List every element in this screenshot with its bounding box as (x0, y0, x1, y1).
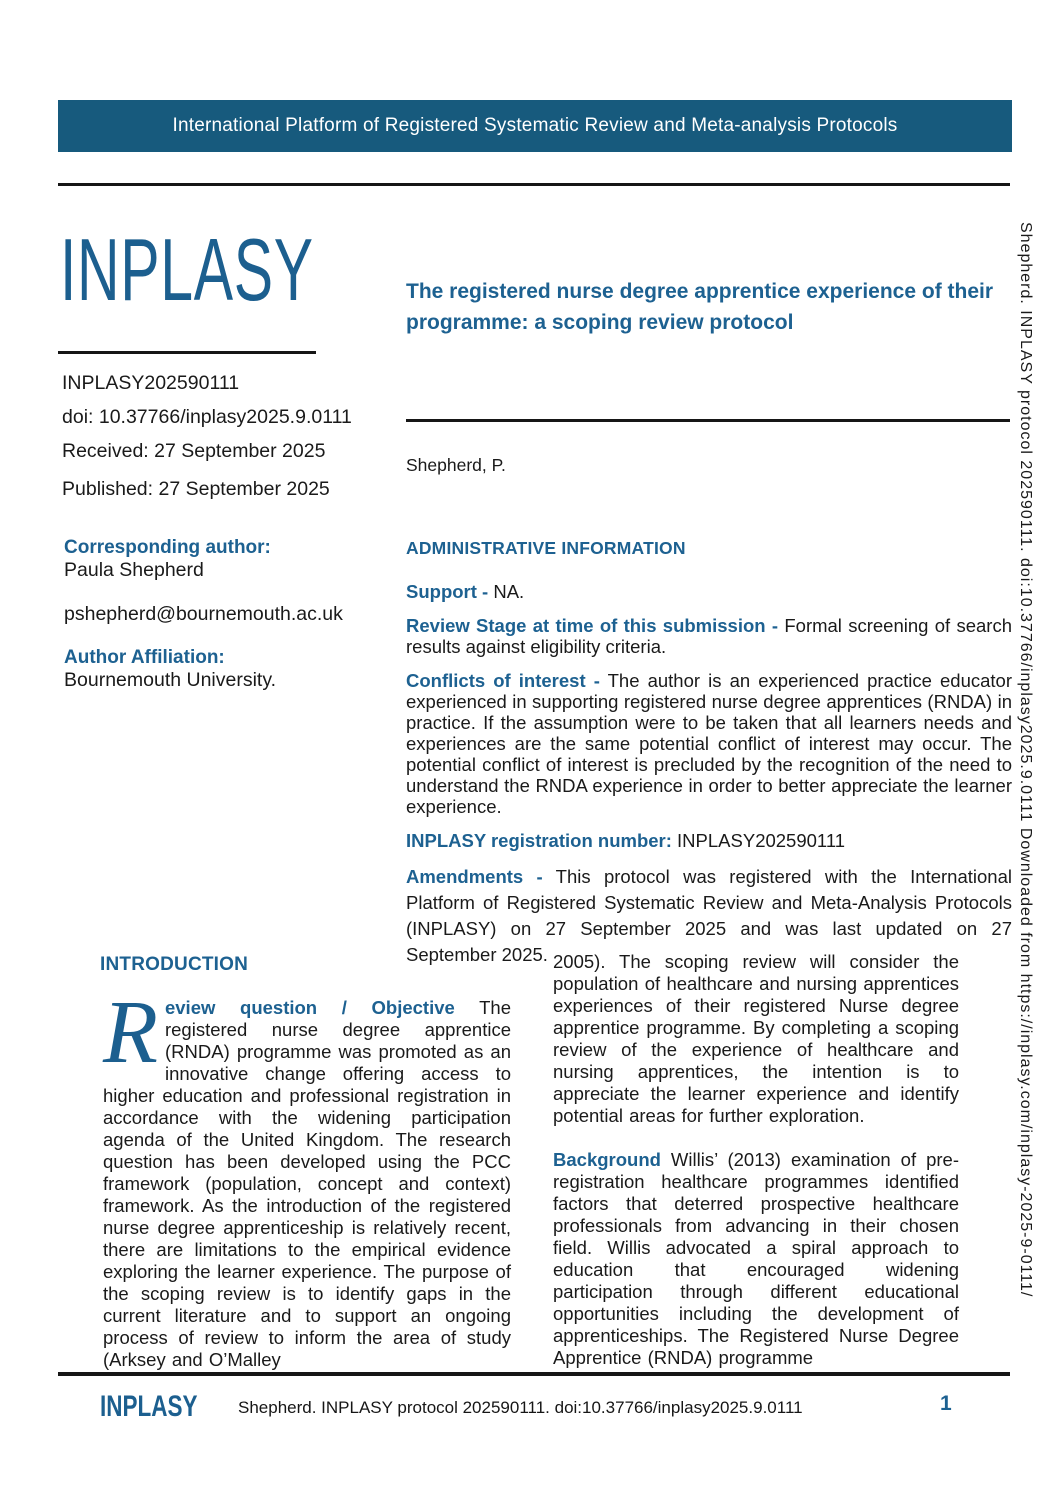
admin-item-support (406, 581, 1012, 602)
admin-item-review-stage (406, 615, 1012, 657)
admin-item-registration-number (406, 830, 1012, 851)
admin-heading: ADMINISTRATIVE INFORMATION (406, 538, 686, 558)
admin-item-conflicts-text: The author is an experienced practice educator experienced in supporting registered nurse degree apprentices (RNDA) in practice. If the assumption were to be taken that all learners needs and experiences are the same potential conflict of interest may occur. The potential conflict of interest is precluded by the recognition of the need to understand the RNDA experience in order to better appreciate the learner experience. (406, 670, 1012, 817)
objective-label: eview question / Objective (164, 997, 455, 1018)
footer-divider-rule (58, 1372, 1010, 1376)
affiliation-name: Bournemouth University. (64, 669, 277, 691)
objective-text-left: The registered nurse degree apprentice (RNDA) programme was promoted as an innovative change offering access to higher education and professional registration in accordance with the widening participation agenda of the United Kingdom. The research question has been developed using the PCC framework (population, concept and context) framework. As the introduction of the registered nurse degree apprenticeship is relatively recent, there are limitations to the empirical evidence exploring the learner experience. The purpose of the scoping review is to identify gaps in the current literature and to support an ongoing process of review to inform the area of study (Arksey and O’Malley (103, 997, 511, 1370)
administrative-information-section (406, 538, 1012, 981)
admin-item-support-text: NA. (493, 581, 525, 602)
background-paragraph (553, 1149, 959, 1369)
admin-item-amendments-text: This protocol was registered with the International Platform of Registered Systematic Review and Meta-Analysis Protocols (INPLASY) on 27 September 2025 and was last updated on 27 September 2025. (406, 866, 1012, 965)
admin-item-conflicts-label: Conflicts of interest - (406, 670, 600, 691)
admin-item-conflicts (406, 670, 1012, 817)
introduction-heading: INTRODUCTION (100, 954, 249, 975)
article-title: The registered nurse degree apprentice experience of their programme: a scoping review protocol (406, 280, 994, 334)
background-label: Background (553, 1149, 661, 1170)
doi-line: doi: 10.37766/inplasy2025.9.0111 (62, 406, 352, 428)
admin-item-registration-number-text: INPLASY202590111 (677, 830, 846, 851)
logo-divider-rule (58, 351, 316, 354)
corresponding-author-name: Paula Shepherd (64, 559, 204, 581)
author-block (64, 537, 394, 691)
inplasy-logo: INPLASY (60, 220, 314, 319)
corresponding-author-email: pshepherd@bournemouth.ac.uk (64, 603, 343, 625)
admin-item-registration-number-label: INPLASY registration number: (406, 830, 672, 851)
registration-meta (62, 372, 392, 512)
footer-inplasy-logo: INPLASY (100, 1390, 198, 1423)
admin-item-review-stage-text: Formal screening of search results against eligibility criteria. (406, 615, 1012, 657)
introduction-column-left (103, 983, 511, 1371)
received-date: Received: 27 September 2025 (62, 440, 326, 462)
vertical-citation-text: Shepherd. INPLASY protocol 202590111. doi:10.37766/inplasy2025.9.0111 Downloaded from https://inplasy.com/inplasy-2025-9-0111/ (1017, 222, 1034, 1298)
affiliation-label: Author Affiliation: (64, 647, 225, 668)
platform-banner-title: International Platform of Registered Systematic Review and Meta-analysis Protocols (172, 115, 898, 136)
corresponding-author-label: Corresponding author: (64, 537, 271, 558)
dropcap-letter: R (103, 983, 158, 1082)
footer-citation: Shepherd. INPLASY protocol 202590111. doi:10.37766/inplasy2025.9.0111 (238, 1398, 803, 1417)
introduction-column-right (553, 951, 959, 1369)
platform-banner (58, 100, 1012, 152)
admin-item-amendments-label: Amendments - (406, 866, 543, 887)
header-divider-rule (58, 183, 1010, 186)
objective-paragraph (103, 983, 511, 1371)
admin-item-review-stage-label: Review Stage at time of this submission - (406, 615, 779, 636)
title-divider-rule (406, 419, 1010, 422)
admin-item-support-label: Support - (406, 581, 489, 602)
objective-text-right: 2005). The scoping review will consider the population of healthcare and nursing apprentices experiences of their registered Nurse degree apprentice programme. By completing a scoping review of the experience of healthcare and nursing apprentices, the intention is to appreciate the learner experience and identify potential areas for further exploration. (553, 951, 959, 1126)
footer-page-number: 1 (940, 1392, 952, 1415)
registration-id: INPLASY202590111 (62, 372, 240, 394)
article-author: Shepherd, P. (406, 455, 506, 475)
published-date: Published: 27 September 2025 (62, 478, 330, 500)
background-text: Willis’ (2013) examination of pre-registration healthcare programmes identified factors that deterred prospective healthcare professionals from advancing in their chosen field. Willis advocated a spiral approach to education that encouraged widening participation through different educational opportunities including the development of apprenticeships. The Registered Nurse Degree Apprentice (RNDA) programme (553, 1149, 959, 1368)
